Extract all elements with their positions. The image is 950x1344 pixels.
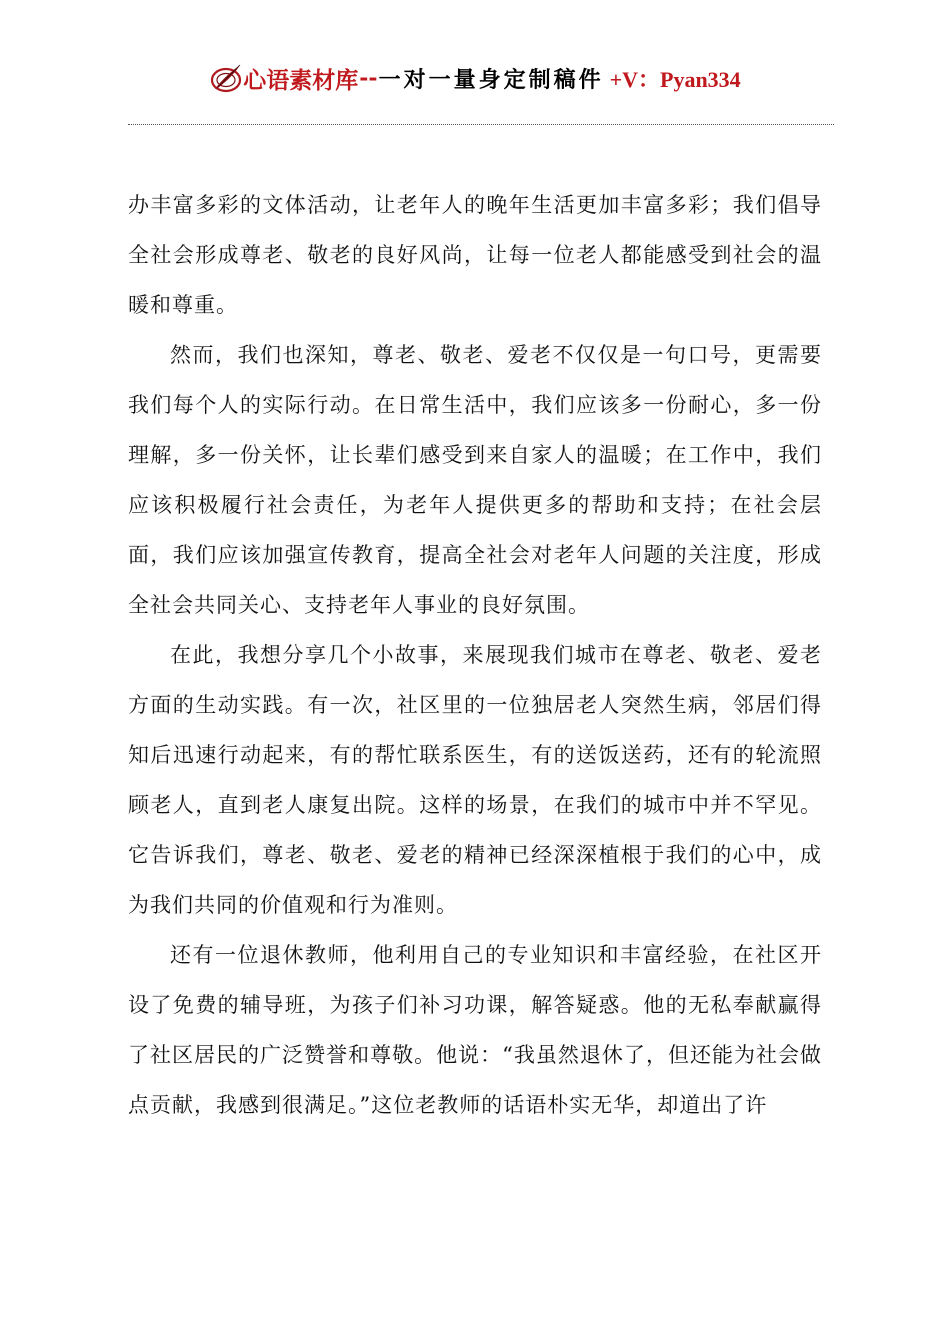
paragraph: 然而，我们也深知，尊老、敬老、爱老不仅仅是一句口号，更需要我们每个人的实际行动。在日常生活中，我们应该多一份耐心，多一份理解，多一份关怀，让长辈们感受到来自家人的温暖；在工作中，我们应该积极履行社会责任，为老年人提供更多的帮助和支持；在社会层面，我们应该加强宣传教育，提高全社会对老年人问题的关注度，形成全社会共同关心、支持老年人事业的良好氛围。 — [128, 343, 822, 617]
header-contact: +V：Pyan334 — [609, 66, 741, 92]
paragraph: 在此，我想分享几个小故事，来展现我们城市在尊老、敬老、爱老方面的生动实践。有一次，社区里的一位独居老人突然生病，邻居们得知后迅速行动起来，有的帮忙联系医生，有的送饭送药，还有的轮流照顾老人，直到老人康复出院。这样的场景，在我们的城市中并不罕见。它告诉我们，尊老、敬老、爱老的精神已经深深植根于我们的心中，成为我们共同的价值观和行为准则。 — [128, 643, 822, 917]
document-body — [128, 180, 822, 1130]
header-divider — [128, 124, 834, 125]
paragraph: 还有一位退休教师，他利用自己的专业知识和丰富经验，在社区开设了免费的辅导班，为孩子们补习功课，解答疑惑。他的无私奉献赢得了社区居民的广泛赞誉和尊敬。他说：“我虽然退休了，但还能为社会做点贡献，我感到很满足。”这位老教师的话语朴实无华，却道出了许 — [128, 943, 822, 1117]
header-tagline: 一对一量身定制稿件 — [378, 66, 604, 93]
brand-name: 心语素材库 — [243, 66, 359, 94]
header-separator: -- — [359, 65, 378, 91]
page-header — [0, 58, 950, 98]
paragraph: 办丰富多彩的文体活动，让老年人的晚年生活更加丰富多彩；我们倡导全社会形成尊老、敬老的良好风尚，让每一位老人都能感受到社会的温暖和尊重。 — [128, 193, 822, 317]
feather-pen-logo-icon — [209, 61, 243, 95]
